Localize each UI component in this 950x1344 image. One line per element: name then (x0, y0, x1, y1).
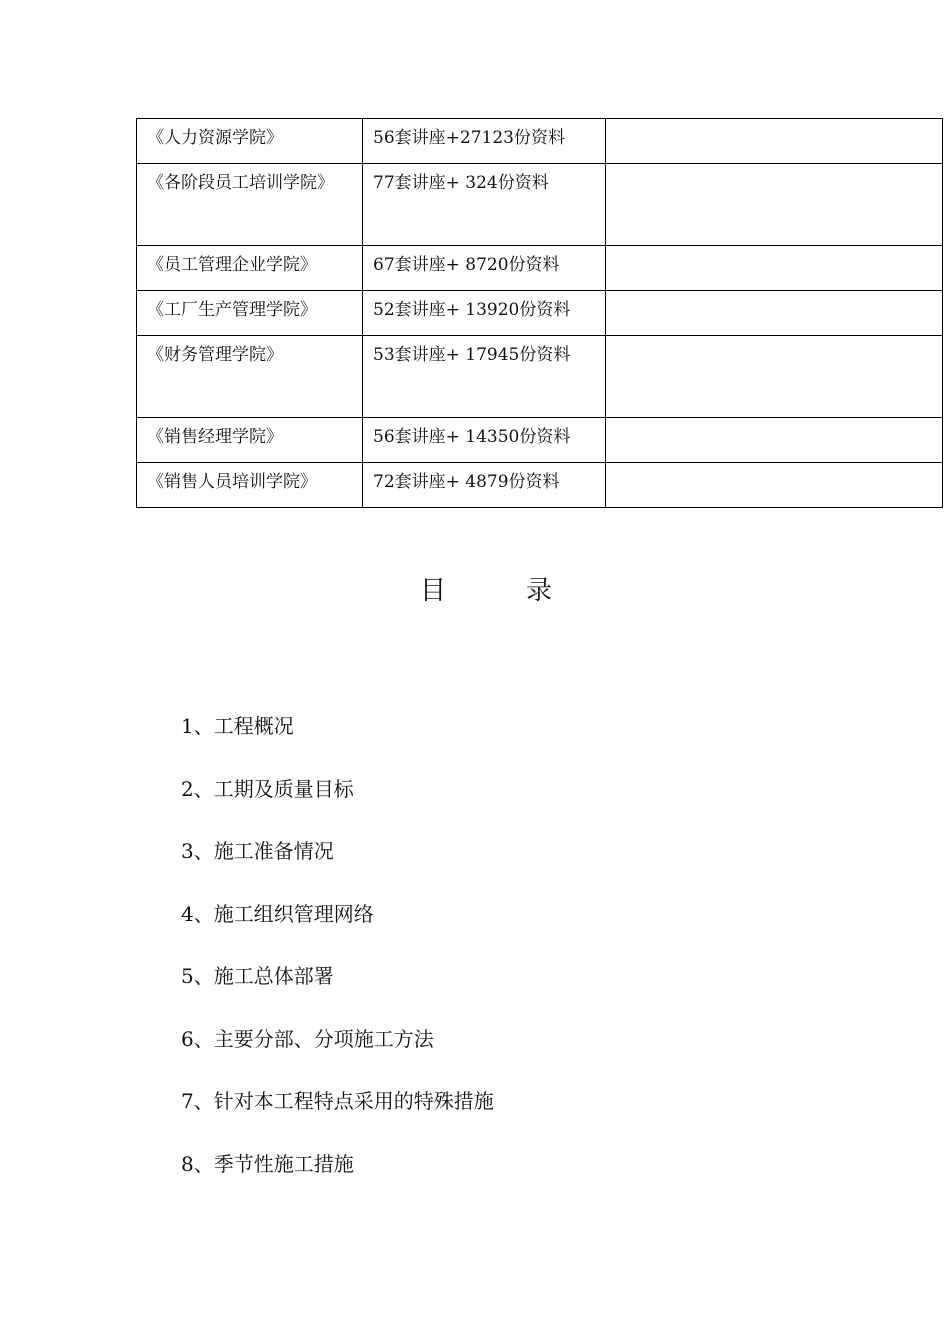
toc-item: 1、工程概况 (181, 714, 294, 738)
toc-item: 5、施工总体部署 (181, 964, 334, 988)
table-row (137, 336, 943, 418)
toc-item: 8、季节性施工措施 (181, 1151, 354, 1176)
table-cell-content: 56套讲座+27123份资料 (363, 119, 606, 164)
toc-list (181, 708, 494, 1208)
toc-title-char: 录 (526, 576, 553, 606)
toc-item: 4、施工组织管理网络 (181, 901, 374, 926)
table-cell-name: 《销售经理学院》 (137, 418, 363, 463)
table-cell-name: 《员工管理企业学院》 (137, 246, 363, 291)
table-cell-note (606, 418, 943, 463)
toc-item: 3、施工准备情况 (181, 839, 334, 863)
table-cell-content: 56套讲座+ 14350份资料 (363, 418, 606, 463)
table-cell-content: 67套讲座+ 8720份资料 (363, 246, 606, 291)
table-row (137, 291, 943, 336)
table-cell-content: 72套讲座+ 4879份资料 (363, 463, 606, 508)
table-row (137, 418, 943, 463)
toc-item: 6、主要分部、分项施工方法 (181, 1026, 434, 1051)
table-cell-note (606, 119, 943, 164)
courses-table (136, 118, 943, 508)
table-row (137, 119, 943, 164)
toc-title-char: 目 (420, 576, 447, 606)
toc-item: 2、工期及质量目标 (181, 776, 354, 801)
table-cell-content: 53套讲座+ 17945份资料 (363, 336, 606, 418)
toc-item: 7、针对本工程特点采用的特殊措施 (181, 1089, 494, 1113)
table-cell-name: 《各阶段员工培训学院》 (137, 164, 363, 246)
table-cell-note (606, 246, 943, 291)
table-cell-content: 77套讲座+ 324份资料 (363, 164, 606, 246)
table-cell-name: 《销售人员培训学院》 (137, 463, 363, 508)
table-cell-note (606, 291, 943, 336)
table-cell-note (606, 463, 943, 508)
table-cell-name: 《工厂生产管理学院》 (137, 291, 363, 336)
table-row (137, 246, 943, 291)
table-cell-name: 《人力资源学院》 (137, 119, 363, 164)
table-cell-content: 52套讲座+ 13920份资料 (363, 291, 606, 336)
table-cell-note (606, 164, 943, 246)
table-cell-note (606, 336, 943, 418)
table-row (137, 164, 943, 246)
table-row (137, 463, 943, 508)
table-cell-name: 《财务管理学院》 (137, 336, 363, 418)
